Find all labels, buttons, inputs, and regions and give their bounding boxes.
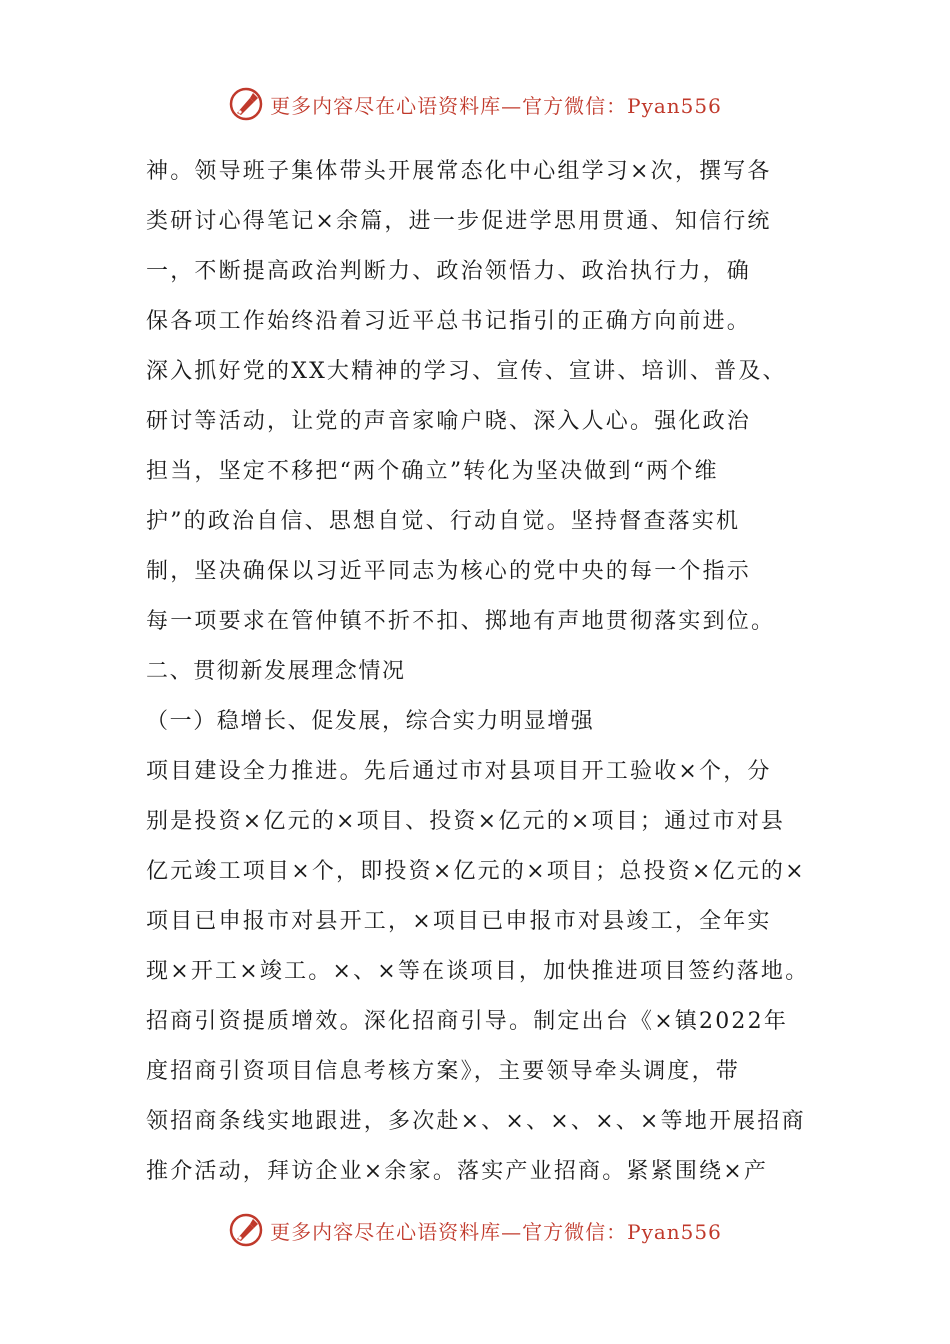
body-line: 神。领导班子集体带头开展常态化中心组学习×次，撰写各 [146, 159, 772, 184]
pen-nib-logo-icon [228, 1212, 264, 1248]
section-heading: 二、贯彻新发展理念情况 [146, 659, 406, 684]
body-line: 护”的政治自信、思想自觉、行动自觉。坚持督查落实机 [146, 509, 741, 534]
body-line: 每一项要求在管仲镇不折不扣、掷地有声地贯彻落实到位。 [146, 609, 776, 634]
body-line: 推介活动，拜访企业×余家。落实产业招商。紧紧围绕×产 [146, 1159, 769, 1184]
watermark-text-top: 更多内容尽在心语资料库—官方微信：Pyan556 [270, 93, 722, 118]
body-line: 领招商条线实地跟进，多次赴×、×、×、×、×等地开展招商 [146, 1109, 806, 1134]
body-line: 研讨等活动，让党的声音家喻户晓、深入人心。强化政治 [146, 409, 752, 434]
watermark-banner-top [0, 84, 950, 124]
body-line: 保各项工作始终沿着习近平总书记指引的正确方向前进。 [146, 309, 752, 334]
subsection-heading: （一）稳增长、促发展，综合实力明显增强 [146, 709, 595, 734]
document-body [146, 147, 826, 1197]
body-line: 类研讨心得笔记×余篇，进一步促进学思用贯通、知信行统 [146, 209, 772, 234]
pen-nib-logo-icon [228, 86, 264, 122]
watermark-banner-bottom [0, 1210, 950, 1250]
body-line: 一，不断提高政治判断力、政治领悟力、政治执行力，确 [146, 259, 752, 284]
watermark-text-bottom: 更多内容尽在心语资料库—官方微信：Pyan556 [270, 1219, 722, 1244]
body-line: 担当，坚定不移把“两个确立”转化为坚决做到“两个维 [146, 459, 719, 484]
body-line: 项目建设全力推进。先后通过市对县项目开工验收×个，分 [146, 759, 772, 784]
body-line: 现×开工×竣工。×、×等在谈项目，加快推进项目签约落地。 [146, 959, 810, 984]
body-line: 深入抓好党的XX大精神的学习、宣传、宣讲、培训、普及、 [146, 359, 787, 384]
body-line: 制，坚决确保以习近平同志为核心的党中央的每一个指示 [146, 559, 752, 584]
body-line: 别是投资×亿元的×项目、投资×亿元的×项目；通过市对县 [146, 809, 786, 834]
body-line: 亿元竣工项目×个，即投资×亿元的×项目；总投资×亿元的× [146, 859, 806, 884]
body-line: 招商引资提质增效。深化招商引导。制定出台《×镇2022年 [146, 1009, 789, 1034]
body-line: 度招商引资项目信息考核方案》，主要领导牵头调度，带 [146, 1059, 741, 1084]
body-line: 项目已申报市对县开工，×项目已申报市对县竣工，全年实 [146, 909, 772, 934]
